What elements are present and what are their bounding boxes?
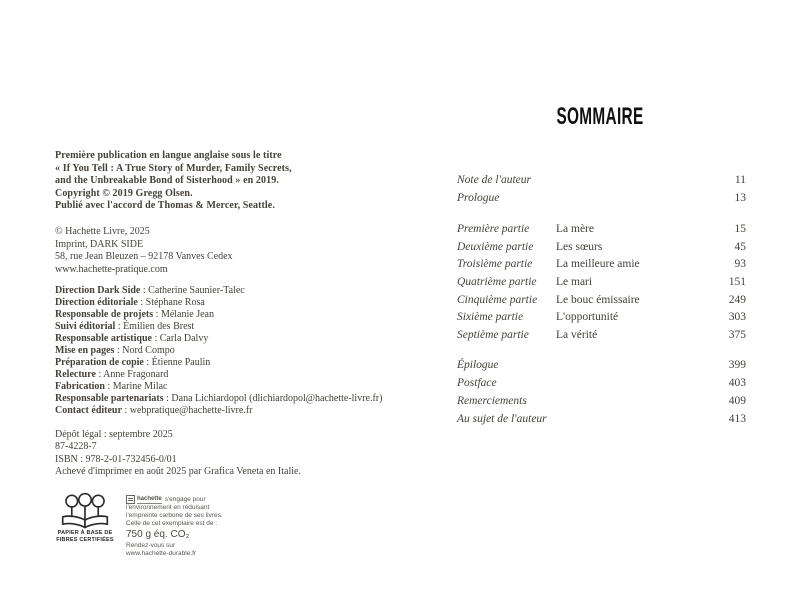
credit-person: Stéphane Rosa [145,297,205,308]
hachette-wordmark: hachette [137,495,162,502]
publication-notice [55,150,292,213]
toc-entry-page: 249 [728,293,746,306]
publication-notice-line: « If You Tell : A True Story of Murder, Family Secrets, [55,162,292,174]
toc-row [457,294,746,312]
credit-person: Carla Dalvy [159,333,209,344]
credit-role: Préparation de copie [55,357,144,368]
pledge-intro: s'engage pour [164,495,206,503]
toc-part-label: Première partie [457,223,530,235]
credit-person: Mélanie Jean [160,309,214,320]
trees-book-icon [59,492,111,530]
credit-line [55,333,382,345]
toc-entry-page: 399 [728,358,746,371]
credit-line [55,285,382,297]
toc-entry-page: 15 [734,223,746,235]
toc-entry-page: 409 [728,394,746,407]
toc-entry-page: 151 [728,276,746,289]
credit-line [55,321,382,333]
toc-back-matter [457,359,746,431]
toc-entry-title: Prologue [457,192,500,204]
credit-line [55,381,382,393]
legal-line: Dépôt légal : septembre 2025 [55,429,173,440]
pledge-line: l'environnement en réduisant [126,504,210,511]
toc-entry-page: 93 [734,258,746,271]
toc-entry-page: 45 [734,240,746,253]
toc-entry-title: Au sujet de l'auteur [457,412,547,425]
co2-value: 750 g éq. CO₂ [126,529,190,540]
credit-role: Relecture [55,369,96,380]
toc-entry-title: L'opportunité [556,311,619,324]
eco-footer-line: www.hachette-durable.fr [126,550,197,557]
publisher-line: © Hachette Livre, 2025 [55,226,150,237]
page-title: SOMMAIRE [556,103,644,130]
credit-separator: : [163,393,172,404]
eco-footer-line: Rendez-vous sur [126,542,176,549]
toc-entry-title: Les sœurs [556,240,603,253]
credit-role: Responsable de projets [55,309,154,320]
eco-pledge-intro-line [126,495,236,504]
credit-role: Suivi éditorial [55,321,116,332]
credit-line [55,309,382,321]
toc-entry-title: Postface [457,376,497,389]
toc-front-matter [457,174,746,210]
table-of-contents [457,174,746,431]
toc-part-label: Troisième partie [457,258,533,271]
pledge-line: Celle de cet exemplaire est de : [126,520,218,527]
pledge-line: l'empreinte carbone de ses livres. [126,512,223,519]
toc-row [457,241,746,259]
toc-row [457,258,746,276]
publication-notice-line: Copyright © 2019 Gregg Olsen. [55,187,193,199]
credit-separator: : [153,309,161,320]
toc-row [457,395,746,413]
credit-role: Contact éditeur [55,405,122,416]
credit-person: Émilien des Brest [123,321,195,332]
toc-entry-page: 303 [728,311,746,324]
toc-part-label: Sixième partie [457,311,524,324]
toc-entry-title: Épilogue [457,358,499,371]
cert-label-line2: FIBRES CERTIFIÉES [56,536,114,543]
legal-line: Achevé d'imprimer en août 2025 par Grafica Veneta en Italie. [55,465,301,477]
toc-entry-page: 375 [728,329,746,342]
toc-entry-title: Note de l'auteur [457,174,532,186]
toc-entry-title: Le mari [556,276,593,289]
credit-separator: : [121,405,130,416]
credit-line [55,369,382,381]
credit-person: Dana Lichiardopol (dlichiardopol@hachette-livre.fr) [171,393,383,404]
publisher-line: www.hachette-pratique.com [55,263,168,275]
pledge-lines [126,504,236,528]
cert-label-line1: PAPIER À BASE DE [57,530,113,536]
credit-separator: : [105,381,113,392]
toc-part-label: Septième partie [457,329,529,342]
credit-line [55,345,382,357]
toc-row [457,276,746,294]
eco-footer-lines [126,542,236,558]
toc-entry-title: La meilleure amie [556,258,640,271]
eco-pledge-text [126,495,236,558]
credit-person: Catherine Saunier-Talec [148,285,245,296]
toc-row [457,329,746,347]
publisher-line: 58, rue Jean Bleuzen – 92178 Vanves Cedex [55,251,233,262]
credit-line [55,357,382,369]
eco-certification [54,492,236,558]
toc-entry-page: 13 [734,192,746,204]
credit-person: webpratique@hachette-livre.fr [129,405,253,416]
credit-separator: : [137,297,146,308]
credit-role: Responsable artistique [55,333,152,344]
credits-list [55,285,382,417]
toc-row [457,377,746,395]
credit-person: Anne Fragonard [103,369,169,380]
toc-entry-title: Remerciements [457,394,527,407]
publisher-address [55,226,233,276]
credit-separator: : [151,333,160,344]
credit-separator: : [143,357,152,368]
credit-person: Nord Compo [122,345,175,356]
credit-separator: : [114,345,123,356]
credit-separator: : [140,285,149,296]
toc-entry-page: 403 [728,376,746,389]
credit-separator: : [95,369,104,380]
credit-role: Fabrication [55,381,105,392]
publisher-line: Imprint, DARK SIDE [55,238,144,250]
toc-part-label: Cinquième partie [457,293,538,306]
toc-parts [457,223,746,347]
certified-paper-badge [54,492,116,543]
toc-entry-page: 11 [734,174,746,186]
credit-role: Responsable partenariats [55,393,164,404]
credit-person: Marine Milac [112,381,168,392]
toc-row [457,174,746,192]
toc-part-label: Deuxième partie [457,240,534,253]
toc-entry-title: La mère [556,223,594,235]
toc-entry-page: 413 [728,412,746,425]
publication-notice-line: Première publication en langue anglaise sous le titre [55,150,282,161]
toc-row [457,223,746,241]
publication-notice-line: Publié avec l'accord de Thomas & Mercer, Seattle. [55,200,275,211]
credit-role: Direction Dark Side [55,285,141,296]
toc-row [457,413,746,431]
credit-person: Étienne Paulin [151,357,211,368]
credit-line [55,393,382,405]
credit-line [55,297,382,309]
toc-part-label: Quatrième partie [457,276,537,289]
legal-line: 87-4228-7 [55,441,97,453]
hachette-logo [126,495,162,504]
publication-notice-line: and the Unbreakable Bond of Sisterhood » en 2019. [55,175,279,186]
toc-entry-title: Le bouc émissaire [556,293,640,306]
toc-row [457,359,746,377]
hachette-book-icon [126,495,135,504]
credit-separator: : [115,321,124,332]
legal-notice [55,429,301,478]
credit-line [55,405,382,417]
legal-line: ISBN : 978-2-01-732456-0/01 [55,453,177,465]
toc-entry-title: La vérité [556,329,598,342]
toc-row [457,192,746,210]
credit-role: Mise en pages [55,345,115,356]
toc-row [457,311,746,329]
credit-role: Direction éditoriale [55,297,138,308]
